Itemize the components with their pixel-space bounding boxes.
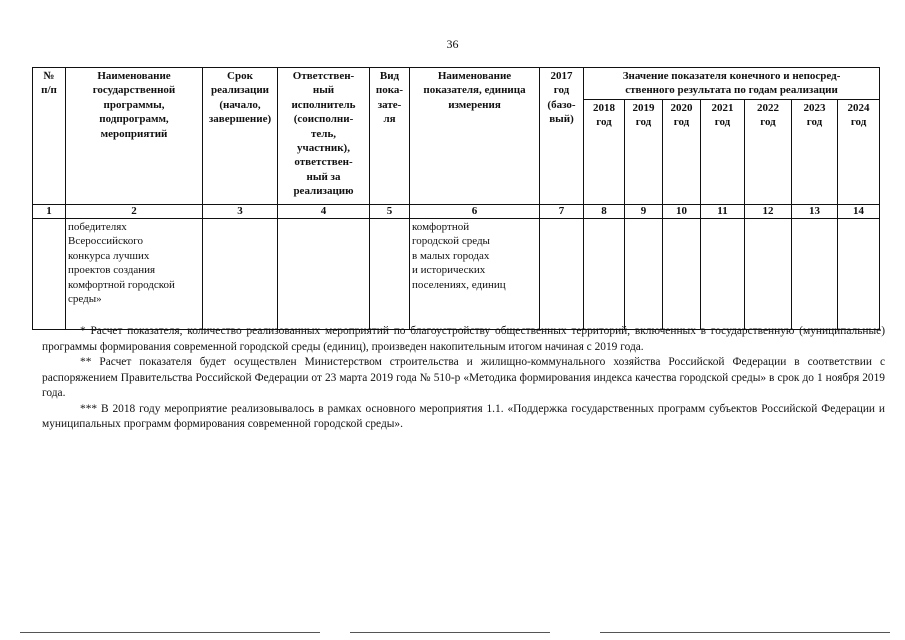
header-program-name: Наименование государственной программы, подпрограмм, мероприятий — [66, 68, 203, 205]
column-number: 10 — [663, 205, 701, 219]
header-row-1 — [33, 68, 880, 100]
header-year-2024: 2024 год — [838, 99, 880, 204]
column-number: 12 — [745, 205, 792, 219]
cell-base-year — [540, 219, 584, 330]
column-number: 7 — [540, 205, 584, 219]
header-indicator-type: Вид пока- зате- ля — [370, 68, 410, 205]
header-base-year: 2017 год (базо- вый) — [540, 68, 584, 205]
header-number: № п/п — [33, 68, 66, 205]
header-year-2023: 2023 год — [792, 99, 838, 204]
header-year-2020: 2020 год — [663, 99, 701, 204]
bottom-edge-line — [600, 632, 890, 633]
cell-value-2018 — [584, 219, 625, 330]
cell-value-2021 — [701, 219, 745, 330]
header-responsible: Ответствен- ный исполнитель (соисполни- тель, участник), ответствен- ный за реализацию — [278, 68, 370, 205]
column-number: 11 — [701, 205, 745, 219]
column-number: 9 — [625, 205, 663, 219]
footnote-2: ** Расчет показателя будет осуществлен Министерством строительства и жилищно-коммунального хозяйства Российской Федерации в соответствии с распоряжением Правительства Российской Федерации от 23 марта 2019 года № 510-р «Методика формирования индекса качества городской среды» в срок до 1 ноября 2019 года. — [42, 356, 885, 399]
header-year-2018: 2018 год — [584, 99, 625, 204]
bottom-edge-line — [350, 632, 550, 633]
indicators-table — [32, 67, 880, 330]
column-number: 6 — [410, 205, 540, 219]
header-indicator-name: Наименование показателя, единица измерения — [410, 68, 540, 205]
column-number: 5 — [370, 205, 410, 219]
cell-value-2024 — [838, 219, 880, 330]
header-year-2019: 2019 год — [625, 99, 663, 204]
header-year-2021: 2021 год — [701, 99, 745, 204]
page-number: 36 — [446, 37, 459, 51]
header-year-2022: 2022 год — [745, 99, 792, 204]
column-number: 8 — [584, 205, 625, 219]
table-row — [33, 219, 880, 330]
header-term: Срок реализации (начало, завершение) — [203, 68, 278, 205]
footnote-3: *** В 2018 году мероприятие реализовывалось в рамках основного мероприятия 1.1. «Поддержка государственных программ субъектов Российской Федерации и муниципальных программ формирования современной городской среды». — [42, 402, 885, 430]
footnote-1: * Расчет показателя, количество реализованных мероприятий по благоустройству общественных территорий, включенных в государственную (муниципальные) программы формирования современной городской среды (единиц), произведен накопительным итогом начиная с 2019 года. — [42, 325, 885, 353]
column-number: 3 — [203, 205, 278, 219]
cell-indicator-type — [370, 219, 410, 330]
footnotes — [42, 324, 885, 433]
cell-number — [33, 219, 66, 330]
cell-term — [203, 219, 278, 330]
cell-indicator-name: комфортной городской среды в малых городах и исторических поселениях, единиц — [410, 219, 540, 330]
column-number: 14 — [838, 205, 880, 219]
column-number: 1 — [33, 205, 66, 219]
column-number: 2 — [66, 205, 203, 219]
cell-value-2019 — [625, 219, 663, 330]
cell-value-2022 — [745, 219, 792, 330]
column-number: 13 — [792, 205, 838, 219]
column-number-row — [33, 205, 880, 219]
cell-responsible — [278, 219, 370, 330]
bottom-edge-line — [20, 632, 320, 633]
column-number: 4 — [278, 205, 370, 219]
cell-value-2023 — [792, 219, 838, 330]
cell-program-name: победителях Всероссийского конкурса лучших проектов создания комфортной городской среды» — [66, 219, 203, 330]
header-values-group: Значение показателя конечного и непосред- ственного результата по годам реализации — [584, 68, 880, 100]
cell-value-2020 — [663, 219, 701, 330]
